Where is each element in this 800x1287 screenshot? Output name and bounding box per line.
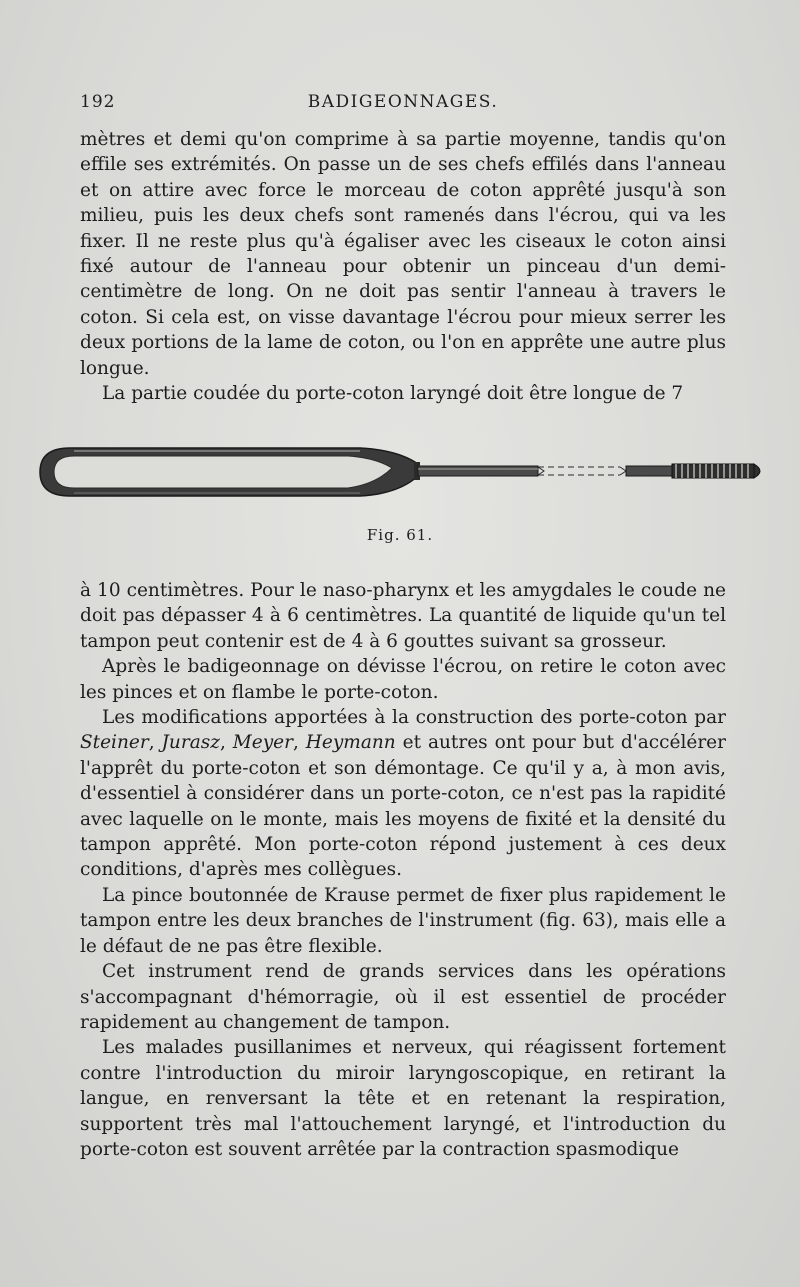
author-meyer: Meyer (232, 732, 293, 754)
page-number: 192 (80, 92, 116, 112)
porte-coton-illustration (30, 436, 780, 516)
paragraph-centimetres: à 10 centimètres. Pour le naso-pharynx et les amygdales le coude ne doit pas dépasser 4 à 6 centimètres. La quantité de liquide qu'un tel tampon peut contenir est de 4 à 6 gouttes suivant sa grosseur. (80, 580, 726, 652)
paragraph-badigeonnage: Après le badigeonnage on dévisse l'écrou, on retire le coton avec les pinces et on flambe le porte-coton. (80, 656, 726, 703)
paragraph-continued: mètres et demi qu'on comprime à sa partie moyenne, tandis qu'on effile ses extrémités. On passe un de ses chefs effilés dans l'anneau et on attire avec force le morceau de coton apprêté jusqu'à son milieu, puis les deux chefs sont ramenés dans l'écrou, qui va les fixer. Il ne reste plus qu'à égaliser avec les ciseaux le coton ainsi fixé autour de l'anneau pour obtenir un pinceau d'un demi-centimètre de long. On ne doit pas sentir l'anneau à travers le coton. Si cela est, on visse davantage l'écrou pour mieux serrer les deux portions de la lame de coton, ou l'on en apprête une autre plus longue. (80, 129, 726, 379)
threaded-tip (672, 464, 760, 478)
bottom-text-block (80, 578, 726, 1162)
text-span: , (148, 732, 162, 754)
paragraph-krause: La pince boutonnée de Krause permet de fixer plus rapidement le tampon entre les deux branches de l'instrument (fig. 63), mais elle a le défaut de ne pas être flexible. (80, 884, 726, 957)
figure-porte-coton (30, 436, 780, 516)
handle-inner-opening (54, 456, 392, 488)
shaft-solid (418, 466, 538, 476)
author-steiner: Steiner (80, 732, 149, 754)
author-jurasz: Jurasz (161, 732, 220, 754)
paragraph-instrument: Cet instrument rend de grands services dans les opérations s'accompagnant d'hémorragie, où il est essentiel de procéder rapidement au changement de tampon. (80, 961, 726, 1033)
page-header (80, 92, 726, 116)
paragraph-coude-length: La partie coudée du porte-coton laryngé doit être longue de 7 (102, 383, 684, 405)
text-span: , (292, 732, 306, 754)
text-span: , (219, 732, 233, 754)
running-title: BADIGEONNAGES. (307, 92, 499, 112)
text-span: Les modifications apportées à la construction des porte-coton par (102, 707, 726, 729)
paragraph-malades: Les malades pusillanimes et nerveux, qui réagissent fortement contre l'introduction du miroir laryngoscopique, en retirant la langue, en renversant la tête et en retenant la respiration, supportent très mal l'attouchement laryngé, et l'introduction du porte-coton est souvent arrêtée par la contraction spasmodique (80, 1037, 726, 1160)
text-span: et autres ont pour but d'accélérer l'apprêt du porte-coton et son démontage. Ce qu'il y a, à mon avis, d'essentiel à considérer dans un porte-coton, ce n'est pas la rapidité avec laquelle on le monte, mais les moyens de fixité et la densité du tampon apprêté. Mon porte-coton répond justement à ces deux conditions, d'après mes collègues. (80, 732, 726, 881)
paragraph-modifications (80, 705, 726, 883)
top-text-block (80, 127, 726, 406)
author-heymann: Heymann (305, 732, 396, 754)
figure-caption: Fig. 61. (366, 526, 434, 544)
